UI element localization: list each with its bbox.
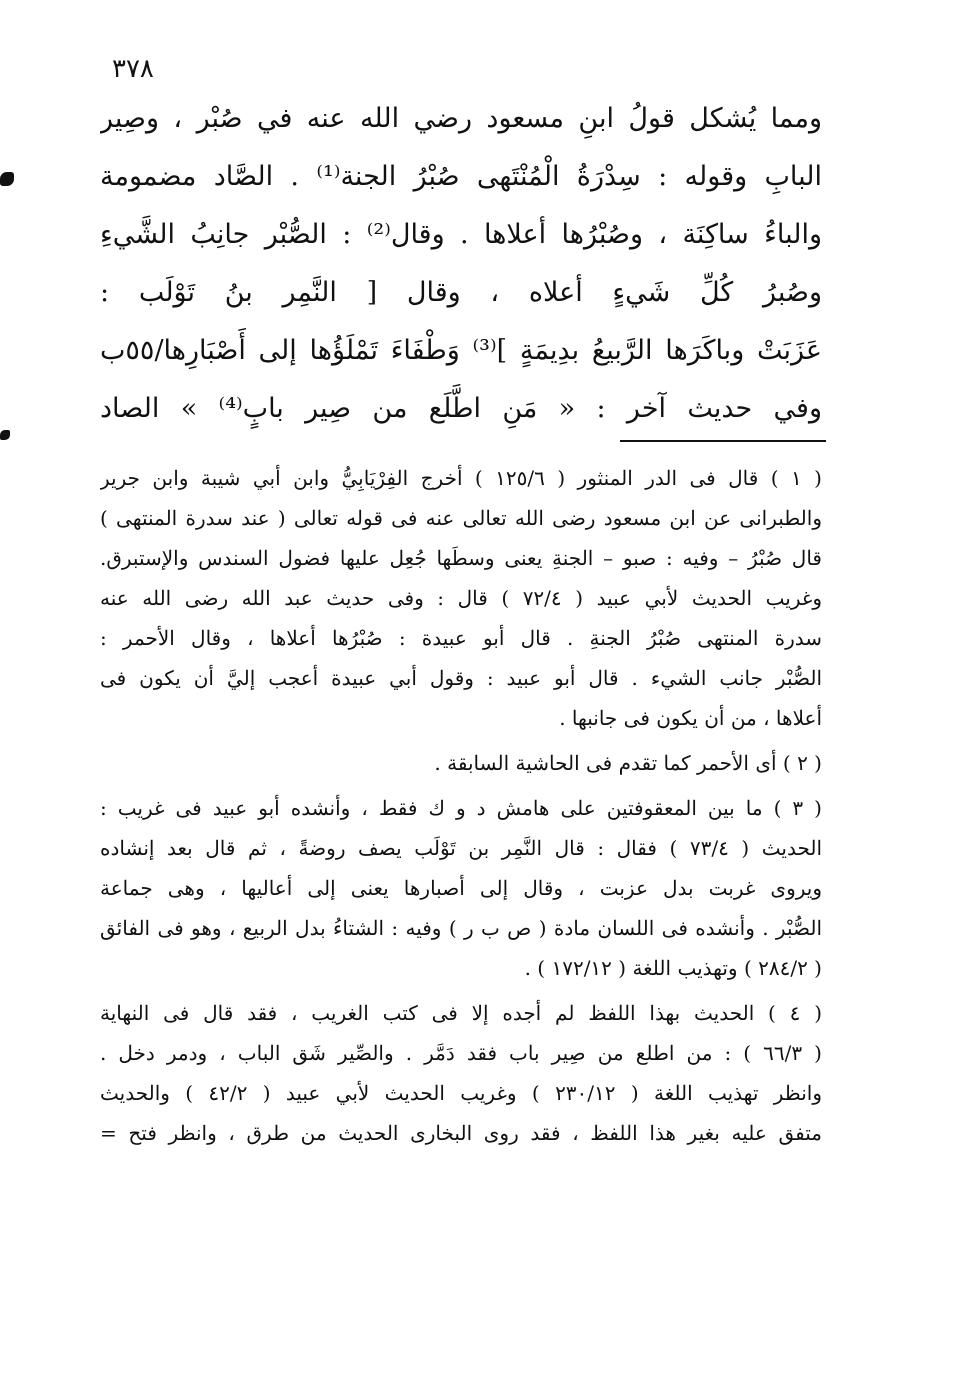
main-text-line: ومما يُشكل قولُ ابنِ مسعود رضي الله عنه في صُبْر ، وصِير (100, 103, 822, 134)
main-text-line: وفي حديث آخر : « مَنِ اطَّلَع من صِير بابٍ⁽⁴⁾ » الصاد (100, 393, 822, 424)
main-text-line: وصُبرُ كُلِّ شَيءٍ أعلاه ، وقال [ النَّمِر بنُ تَوْلَب : (100, 277, 822, 308)
footnote-line: قال صُبْرُ – وفيه : صبو – الجنةِ يعنى وسطَها جُعِل عليها فضول السندس والإستبرق. (100, 546, 822, 570)
footnote-line: ( ٢ ) أى الأحمر كما تقدم فى الحاشية السابقة . (434, 751, 822, 775)
margin-mark (0, 172, 14, 186)
footnote-line: متفق عليه بغير هذا اللفظ ، فقد روى البخارى الحديث من طرق ، وانظر فتح = (100, 1121, 822, 1145)
footnote-1 (100, 458, 822, 738)
footnotes (100, 458, 822, 1158)
margin-mark (0, 430, 10, 440)
main-text (100, 90, 822, 438)
footnote-line: ( ٢٨٤/٢ ) وتهذيب اللغة ( ١٧٢/١٢ ) . (524, 956, 822, 980)
footnote-line: سدرة المنتهى صُبْرُ الجنةِ . قال أبو عبيدة : صُبْرُها أعلاها ، وقال الأحمر : (100, 626, 822, 650)
poem-verse-line: عَزَبَتْ وباكَرَها الرَّبيعُ بدِيمَةٍ ]⁽³⁾ وَطْفَاءَ تَمْلَؤُها إلى أَصْبَارِها/٥٥ب (100, 335, 822, 366)
footnote-line: ( ٦٦/٣ ) : من اطلع من صِير باب فقد دَمَّر . والصِّير شَق الباب ، ودمر دخل . (100, 1041, 822, 1065)
footnote-line: وانظر تهذيب اللغة ( ٢٣٠/١٢ ) وغريب الحديث لأبي عبيد ( ٤٢/٢ ) والحديث (100, 1081, 822, 1105)
footnote-line: ويروى غربت بدل عزبت ، وقال إلى أصبارها يعنى إلى أعاليها ، وهى جماعة (100, 876, 822, 900)
page-number: ٣٧٨ (112, 54, 154, 84)
footnote-line: الحديث ( ٧٣/٤ ) فقال : قال النَّمِر بن تَوْلَب يصف روضةً ، ثم قال بعد إنشاده (100, 836, 822, 860)
footnote-line: أعلاها ، من أن يكون فى جانبها . (559, 706, 822, 730)
main-text-line: البابِ وقوله : سِدْرَةُ الْمُنْتَهى صُبْرُ الجنة⁽¹⁾ . الصَّاد مضمومة (100, 161, 822, 192)
footnote-4 (100, 993, 822, 1153)
footnote-line: الصُّبْر . وأنشده فى اللسان مادة ( ص ب ر ) وفيه : الشتاءُ بدل الربيع ، وهو فى الفائق (100, 916, 822, 940)
footnote-line: ( ٣ ) ما بين المعقوفتين على هامش د و ك فقط ، وأنشده أبو عبيد فى غريب : (100, 796, 822, 820)
main-text-line: والباءُ ساكِنَة ، وصُبْرُها أعلاها . وقال⁽²⁾ : الصُّبْر جانِبُ الشَّيءِ (100, 219, 822, 250)
footnote-line: ( ١ ) قال فى الدر المنثور ( ١٢٥/٦ ) أخرج الفِرْيَابِيُّ وابن أبي شيبة وابن جرير (100, 466, 822, 490)
footnote-2 (100, 743, 822, 783)
footnote-line: الصُّبْر جانب الشيء . قال أبو عبيد : وقول أبي عبيدة أعجب إليَّ أن يكون فى (100, 666, 822, 690)
footnote-3 (100, 788, 822, 988)
footnote-divider (620, 440, 826, 442)
footnote-line: والطبرانى عن ابن مسعود رضى الله تعالى عنه فى قوله تعالى ( عند سدرة المنتهى ) (100, 506, 822, 530)
footnote-line: وغريب الحديث لأبي عبيد ( ٧٢/٤ ) قال : وفى حديث عبد الله رضى الله عنه (100, 586, 822, 610)
footnote-line: ( ٤ ) الحديث بهذا اللفظ لم أجده إلا فى كتب الغريب ، فقد قال فى النهاية (100, 1001, 822, 1025)
